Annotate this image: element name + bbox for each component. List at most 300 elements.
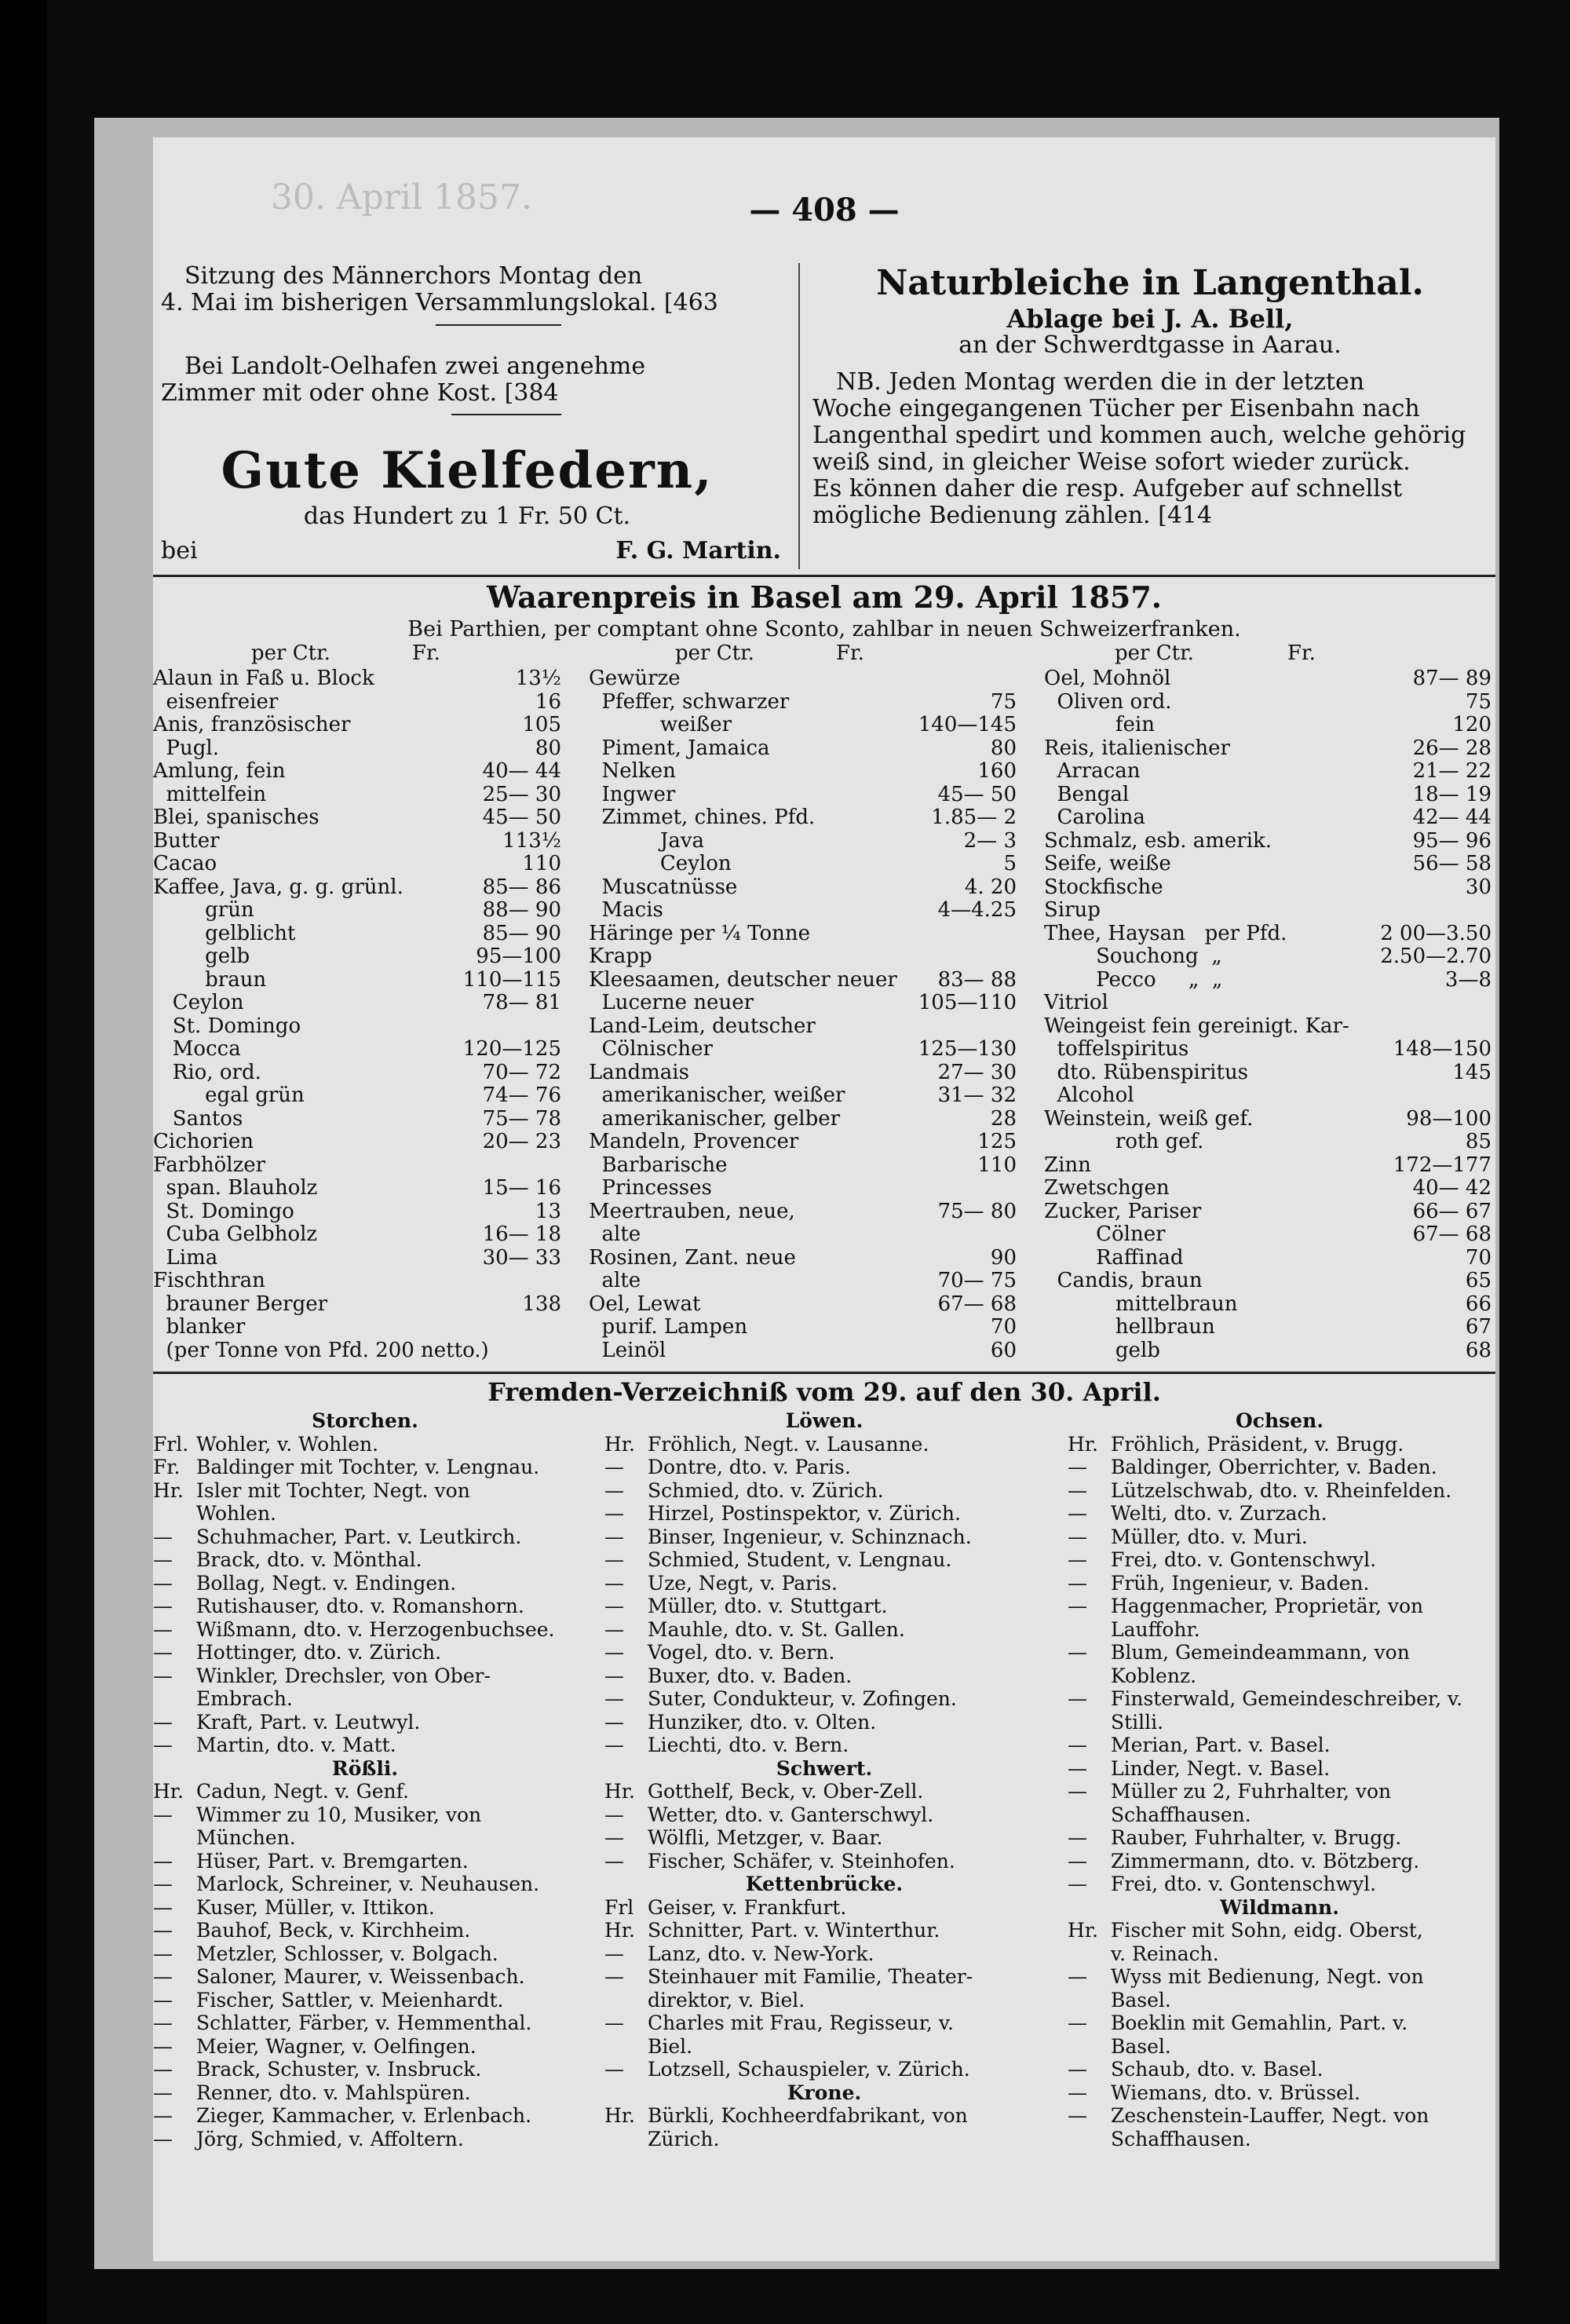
price-value: 13½ bbox=[515, 667, 561, 690]
price-row bbox=[153, 1270, 561, 1293]
price-value: 113½ bbox=[502, 828, 561, 853]
guest-prefix: — bbox=[153, 1873, 173, 1895]
price-row bbox=[153, 714, 561, 737]
ad-landolt bbox=[161, 353, 789, 407]
guest-text: Linder, Negt. v. Basel. bbox=[1111, 1756, 1331, 1780]
guest-entry bbox=[1068, 1595, 1492, 1618]
price-value: 75 bbox=[1465, 689, 1492, 714]
book-spine bbox=[0, 0, 47, 2324]
price-value: 4—4.25 bbox=[937, 898, 1017, 922]
guest-entry bbox=[1068, 2012, 1492, 2035]
price-row bbox=[589, 992, 1017, 1015]
guest-entry bbox=[604, 2128, 1044, 2151]
guest-text: Müller, dto. v. Stuttgart. bbox=[648, 1595, 888, 1617]
guest-entry bbox=[153, 2058, 577, 2081]
guest-prefix: — bbox=[1068, 1849, 1087, 1873]
commodity-name: Schmalz, esb. amerik. bbox=[1044, 828, 1272, 853]
price-row bbox=[153, 945, 561, 969]
guest-text: Müller zu 2, Fuhrhalter, von bbox=[1111, 1780, 1392, 1803]
guest-prefix: — bbox=[153, 2104, 173, 2127]
col-header-per: per Ctr. bbox=[1115, 641, 1194, 665]
price-value: 2.50—2.70 bbox=[1380, 945, 1492, 968]
guest-text: Lanz, dto. v. New-York. bbox=[648, 1942, 874, 1965]
price-row bbox=[589, 1177, 1017, 1200]
price-value: 110—115 bbox=[462, 967, 561, 992]
guest-text: Basel. bbox=[1111, 2034, 1171, 2058]
commodity-name: Piment, Jamaica bbox=[589, 736, 770, 760]
commodity-name: Landmais bbox=[589, 1060, 689, 1084]
guest-text: Hüser, Part. v. Bremgarten. bbox=[196, 1849, 469, 1873]
price-row bbox=[153, 1131, 561, 1154]
fremden-title: Fremden-Verzeichniß vom 29. auf den 30. April. bbox=[487, 1377, 1161, 1407]
price-row bbox=[1044, 853, 1492, 876]
price-row bbox=[153, 1223, 561, 1247]
commodity-name: span. Blauholz bbox=[153, 1176, 318, 1200]
col-header-fr: Fr. bbox=[412, 641, 440, 665]
guest-entry bbox=[153, 1711, 577, 1734]
price-row bbox=[589, 1200, 1017, 1224]
guest-entry bbox=[153, 1433, 577, 1456]
price-row bbox=[589, 1223, 1017, 1247]
guest-prefix: — bbox=[1068, 1595, 1087, 1617]
commodity-name: Anis, französischer bbox=[153, 713, 351, 736]
price-row bbox=[589, 691, 1017, 714]
guest-text: Koblenz. bbox=[1111, 1664, 1197, 1687]
guest-entry bbox=[153, 2104, 577, 2128]
price-row bbox=[153, 1108, 561, 1131]
commodity-name: Oel, Lewat bbox=[589, 1292, 701, 1316]
guest-prefix: — bbox=[1068, 1502, 1087, 1525]
commodity-name: purif. Lampen bbox=[589, 1315, 748, 1339]
price-row bbox=[1044, 969, 1492, 992]
guest-prefix: Hr. bbox=[153, 1780, 184, 1803]
price-row bbox=[153, 1015, 561, 1039]
commodity-name: Weingeist fein gereinigt. Kar- bbox=[1044, 1014, 1349, 1038]
guest-entry bbox=[1068, 1734, 1492, 1757]
guest-entry bbox=[153, 1942, 577, 1966]
guest-text: Gotthelf, Beck, v. Ober-Zell. bbox=[648, 1780, 924, 1803]
price-row bbox=[589, 1062, 1017, 1085]
guest-prefix: — bbox=[1068, 1756, 1087, 1780]
guest-column-2 bbox=[604, 1409, 1044, 2150]
price-value: 66 bbox=[1465, 1292, 1492, 1316]
price-value: 28 bbox=[990, 1106, 1017, 1131]
guest-text: Bollag, Negt. v. Endingen. bbox=[196, 1571, 457, 1595]
guest-entry bbox=[153, 1687, 577, 1711]
guest-text: Brack, Schuster, v. Insbruck. bbox=[196, 2058, 482, 2081]
commodity-name: brauner Berger bbox=[153, 1292, 328, 1316]
guest-entry bbox=[1068, 1780, 1492, 1803]
guest-entry bbox=[1068, 1618, 1492, 1642]
guest-entry bbox=[604, 1595, 1044, 1618]
guest-prefix: — bbox=[604, 1803, 624, 1826]
price-row bbox=[589, 923, 1017, 946]
guest-column-1 bbox=[153, 1409, 577, 2150]
guest-text: Zürich. bbox=[648, 2127, 720, 2150]
guest-entry bbox=[1068, 1433, 1492, 1456]
price-value: 3—8 bbox=[1444, 967, 1492, 992]
hotel-heading: Krone. bbox=[787, 2081, 862, 2104]
price-row bbox=[153, 1316, 561, 1339]
prices-title: Waarenpreis in Basel am 29. April 1857. bbox=[486, 579, 1163, 615]
guest-entry bbox=[604, 1965, 1044, 1989]
price-row bbox=[153, 1084, 561, 1108]
guest-text: Bauhof, Beck, v. Kirchheim. bbox=[196, 1919, 471, 1942]
guest-text: Liechti, dto. v. Bern. bbox=[648, 1734, 849, 1756]
guest-prefix: — bbox=[153, 1965, 173, 1988]
guest-text: Brack, dto. v. Mönthal. bbox=[196, 1548, 422, 1571]
commodity-name: eisenfreier bbox=[153, 689, 279, 714]
guest-entry bbox=[153, 1826, 577, 1850]
price-row bbox=[589, 667, 1017, 691]
guest-text: Renner, dto. v. Mahlspüren. bbox=[196, 2081, 471, 2104]
price-row bbox=[589, 760, 1017, 784]
guest-entry bbox=[1068, 2104, 1492, 2128]
guest-text: Meier, Wagner, v. Oelfingen. bbox=[196, 2034, 476, 2058]
commodity-name: Fischthran bbox=[153, 1269, 265, 1292]
guest-entry bbox=[604, 1711, 1044, 1734]
col-header-per: per Ctr. bbox=[251, 641, 330, 665]
price-column-1 bbox=[153, 667, 561, 1362]
guest-text: Buxer, dto. v. Baden. bbox=[648, 1664, 853, 1687]
guest-text: Rauber, Fuhrhalter, v. Brugg. bbox=[1111, 1826, 1402, 1849]
price-value: 87— 89 bbox=[1412, 667, 1492, 690]
commodity-name: Häringe per ¼ Tonne bbox=[589, 921, 811, 945]
price-value: 16 bbox=[535, 689, 561, 714]
commodity-name: Macis bbox=[589, 898, 663, 922]
commodity-name: Cacao bbox=[153, 852, 217, 875]
guest-entry bbox=[153, 1641, 577, 1664]
commodity-name: Raffinad bbox=[1044, 1245, 1184, 1270]
guest-text: Steinhauer mit Familie, Theater- bbox=[648, 1965, 973, 1988]
commodity-name: Zinn bbox=[1044, 1153, 1091, 1177]
guest-text: Frei, dto. v. Gontenschwyl. bbox=[1111, 1548, 1377, 1571]
price-value: 85 bbox=[1465, 1130, 1492, 1153]
price-row bbox=[589, 945, 1017, 969]
price-value: 60 bbox=[990, 1338, 1017, 1362]
price-row bbox=[1044, 876, 1492, 900]
commodity-name: Ingwer bbox=[589, 782, 676, 806]
price-value: 148—150 bbox=[1393, 1037, 1492, 1061]
guest-prefix: — bbox=[1068, 1826, 1087, 1849]
price-row bbox=[1044, 1247, 1492, 1270]
guest-text: Lützelschwab, dto. v. Rheinfelden. bbox=[1111, 1478, 1452, 1502]
price-row bbox=[1044, 1223, 1492, 1247]
price-row bbox=[1044, 667, 1492, 691]
price-row bbox=[1044, 1015, 1492, 1039]
commodity-name: gelb bbox=[1044, 1338, 1160, 1362]
hotel-heading: Rößli. bbox=[331, 1756, 399, 1780]
body-line: Langenthal spedirt und kommen auch, welche gehörig bbox=[812, 422, 1466, 449]
guest-entry bbox=[153, 1664, 577, 1688]
hotel-heading: Schwert. bbox=[776, 1756, 873, 1780]
price-row bbox=[1044, 1339, 1492, 1363]
guest-prefix: — bbox=[1068, 1548, 1087, 1571]
price-row bbox=[1044, 1177, 1492, 1200]
commodity-name: Rosinen, Zant. neue bbox=[589, 1245, 796, 1270]
guest-text: Lauffohr. bbox=[1111, 1617, 1200, 1641]
price-row bbox=[1044, 899, 1492, 923]
price-row bbox=[589, 853, 1017, 876]
guest-text: Isler mit Tochter, Negt. von bbox=[196, 1478, 470, 1502]
guest-text: Wölfli, Metzger, v. Baar. bbox=[648, 1826, 883, 1849]
price-value: 98—100 bbox=[1406, 1106, 1492, 1131]
price-value: 90 bbox=[990, 1245, 1017, 1270]
commodity-name: Seife, weiße bbox=[1044, 852, 1171, 875]
guest-prefix: — bbox=[1068, 1525, 1087, 1548]
price-row bbox=[1044, 1038, 1492, 1062]
price-value: 16— 18 bbox=[482, 1222, 561, 1246]
price-value: 83— 88 bbox=[937, 967, 1017, 992]
guest-text: Geiser, v. Frankfurt. bbox=[648, 1895, 847, 1919]
price-row bbox=[153, 806, 561, 830]
guest-text: München. bbox=[196, 1826, 296, 1849]
guest-text: Wetter, dto. v. Ganterschwyl. bbox=[648, 1803, 934, 1826]
price-row bbox=[153, 1339, 561, 1363]
commodity-name: gelblicht bbox=[153, 921, 296, 945]
guest-entry bbox=[1068, 1641, 1492, 1664]
commodity-name: Stockfische bbox=[1044, 875, 1163, 899]
commodity-name: braun bbox=[153, 967, 267, 992]
commodity-name: Arracan bbox=[1044, 759, 1141, 783]
commodity-name: Candis, braun bbox=[1044, 1269, 1203, 1292]
commodity-name: Lucerne neuer bbox=[589, 991, 754, 1014]
commodity-name: Zucker, Pariser bbox=[1044, 1199, 1202, 1223]
guest-prefix: — bbox=[1068, 1456, 1087, 1478]
guest-text: Rutishauser, dto. v. Romanshorn. bbox=[196, 1595, 524, 1617]
commodity-name: mittelbraun bbox=[1044, 1292, 1238, 1316]
price-row bbox=[589, 1293, 1017, 1317]
guest-text: Baldinger mit Tochter, v. Lengnau. bbox=[196, 1456, 540, 1478]
commodity-name: Oel, Mohnöl bbox=[1044, 667, 1171, 690]
guest-text: Blum, Gemeindeammann, von bbox=[1111, 1641, 1410, 1664]
naturbleiche-title: Naturbleiche in Langenthal. bbox=[876, 263, 1424, 303]
guest-text: Zieger, Kammacher, v. Erlenbach. bbox=[196, 2104, 532, 2127]
guest-prefix: — bbox=[1068, 2012, 1087, 2034]
price-value: 140—145 bbox=[918, 713, 1017, 736]
guest-entry bbox=[1068, 1502, 1492, 1526]
price-row bbox=[153, 1062, 561, 1085]
price-value: 30— 33 bbox=[482, 1245, 561, 1270]
price-value: 5 bbox=[1003, 852, 1017, 875]
guest-prefix: — bbox=[604, 1826, 624, 1849]
commodity-name: dto. Rübenspiritus bbox=[1044, 1060, 1249, 1084]
guest-prefix: — bbox=[604, 1478, 624, 1502]
guest-text: Charles mit Frau, Regisseur, v. bbox=[648, 2012, 954, 2034]
prices-subtitle: Bei Parthien, per comptant ohne Sconto, zahlbar in neuen Schweizerfranken. bbox=[407, 617, 1241, 641]
hotel-heading: Ochsen. bbox=[1235, 1409, 1324, 1432]
price-value: 80 bbox=[535, 736, 561, 760]
commodity-name: Weinstein, weiß gef. bbox=[1044, 1106, 1254, 1131]
section-rule bbox=[153, 575, 1495, 577]
price-row bbox=[153, 1293, 561, 1317]
price-value: 30 bbox=[1465, 875, 1492, 899]
guest-entry bbox=[1068, 1989, 1492, 2012]
guest-entry bbox=[1068, 1942, 1492, 1966]
divider bbox=[436, 324, 561, 326]
guest-text: Haggenmacher, Proprietär, von bbox=[1111, 1595, 1424, 1617]
naturbleiche-sub: Ablage bei J. A. Bell, bbox=[1006, 304, 1294, 334]
guest-prefix: — bbox=[604, 1664, 624, 1687]
price-row bbox=[153, 899, 561, 923]
commodity-name: Nelken bbox=[589, 759, 676, 783]
commodity-name: Amlung, fein bbox=[153, 759, 286, 783]
guest-prefix: — bbox=[153, 1710, 173, 1734]
guest-prefix: Hr. bbox=[604, 1780, 635, 1803]
price-row bbox=[589, 899, 1017, 923]
price-row bbox=[1044, 760, 1492, 784]
guest-prefix: — bbox=[153, 1942, 173, 1965]
commodity-name: Farbhölzer bbox=[153, 1153, 266, 1177]
price-row bbox=[589, 830, 1017, 853]
guest-prefix: — bbox=[153, 1595, 173, 1617]
price-value: 125—130 bbox=[918, 1037, 1017, 1061]
guest-text: Hottinger, dto. v. Zürich. bbox=[196, 1641, 442, 1664]
ad-line: Bei Landolt-Oelhafen zwei angenehme bbox=[184, 353, 646, 380]
body-line: Es können daher die resp. Aufgeber auf schnellst bbox=[812, 475, 1403, 502]
commodity-name: St. Domingo bbox=[153, 1014, 301, 1038]
guest-entry bbox=[153, 1502, 577, 1526]
price-row bbox=[589, 876, 1017, 900]
price-value: 88— 90 bbox=[482, 898, 561, 922]
faded-header: 30. April 1857. bbox=[271, 177, 533, 217]
guest-prefix: — bbox=[153, 1895, 173, 1919]
commodity-name: Alcohol bbox=[1044, 1083, 1134, 1107]
price-row bbox=[153, 667, 561, 691]
price-row bbox=[153, 760, 561, 784]
guest-prefix: — bbox=[1068, 1478, 1087, 1502]
commodity-name: Alaun in Faß u. Block bbox=[153, 667, 374, 690]
price-row bbox=[153, 1154, 561, 1178]
commodity-name: Blei, spanisches bbox=[153, 806, 319, 829]
price-value: 65 bbox=[1465, 1269, 1492, 1292]
price-value: 85— 90 bbox=[482, 921, 561, 945]
ad-maennerchor bbox=[161, 263, 789, 316]
guest-prefix: — bbox=[604, 1571, 624, 1595]
price-value: 56— 58 bbox=[1412, 852, 1492, 875]
price-value: 70 bbox=[1465, 1245, 1492, 1270]
price-row bbox=[153, 853, 561, 876]
commodity-name: weißer bbox=[589, 713, 732, 736]
guest-prefix: — bbox=[153, 2081, 173, 2104]
price-row bbox=[589, 1038, 1017, 1062]
price-row bbox=[1044, 714, 1492, 737]
price-row bbox=[1044, 1270, 1492, 1293]
guest-entry bbox=[604, 2012, 1044, 2035]
guest-entry bbox=[1068, 1548, 1492, 1572]
price-row bbox=[1044, 737, 1492, 761]
guest-entry bbox=[1068, 1919, 1492, 1942]
price-value: 120—125 bbox=[462, 1037, 561, 1061]
commodity-name: Pfeffer, schwarzer bbox=[589, 689, 790, 714]
guest-entry bbox=[604, 2058, 1044, 2081]
guest-prefix: — bbox=[604, 1734, 624, 1756]
price-value: 95—100 bbox=[476, 945, 561, 968]
price-value: 110 bbox=[977, 1153, 1017, 1177]
price-value: 42— 44 bbox=[1412, 806, 1492, 829]
guest-prefix: — bbox=[1068, 1780, 1087, 1803]
guest-entry bbox=[1068, 2081, 1492, 2105]
guest-prefix: — bbox=[604, 1595, 624, 1617]
guest-prefix: — bbox=[153, 1548, 173, 1571]
price-row bbox=[1044, 830, 1492, 853]
commodity-name: Zimmet, chines. Pfd. bbox=[589, 806, 816, 829]
guest-text: Hirzel, Postinspektor, v. Zürich. bbox=[648, 1502, 961, 1525]
guest-text: Wohlen. bbox=[196, 1502, 276, 1525]
guest-text: Boeklin mit Gemahlin, Part. v. bbox=[1111, 2012, 1408, 2034]
commodity-name: alte bbox=[589, 1222, 641, 1246]
guest-text: Wyss mit Bedienung, Negt. von bbox=[1111, 1965, 1424, 1988]
col-header-per: per Ctr. bbox=[675, 641, 754, 665]
guest-prefix: — bbox=[1068, 1965, 1087, 1988]
guest-entry bbox=[1068, 2035, 1492, 2059]
price-value: 67 bbox=[1465, 1315, 1492, 1339]
guest-entry bbox=[604, 1919, 1044, 1942]
commodity-name: Cichorien bbox=[153, 1130, 254, 1153]
price-row bbox=[589, 1015, 1017, 1039]
commodity-name: toffelspiritus bbox=[1044, 1037, 1189, 1061]
naturbleiche-body bbox=[812, 369, 1488, 529]
price-value: 40— 44 bbox=[482, 759, 561, 783]
guest-text: Früh, Ingenieur, v. Baden. bbox=[1111, 1571, 1370, 1595]
price-value: 85— 86 bbox=[482, 875, 561, 899]
guest-text: Uze, Negt, v. Paris. bbox=[648, 1571, 838, 1595]
price-row bbox=[1044, 1108, 1492, 1131]
price-value: 160 bbox=[977, 759, 1017, 783]
guest-prefix: Hr. bbox=[1068, 1432, 1098, 1456]
commodity-name: Barbarische bbox=[589, 1153, 728, 1177]
commodity-name: Land-Leim, deutscher bbox=[589, 1014, 816, 1038]
guest-entry bbox=[604, 1780, 1044, 1803]
price-value: 45— 50 bbox=[482, 806, 561, 829]
guest-entry bbox=[604, 1734, 1044, 1757]
price-row bbox=[153, 969, 561, 992]
guest-prefix: — bbox=[604, 1687, 624, 1710]
guest-text: Fröhlich, Präsident, v. Brugg. bbox=[1111, 1432, 1404, 1456]
guest-text: Schuhmacher, Part. v. Leutkirch. bbox=[196, 1525, 522, 1548]
guest-text: Kuser, Müller, v. Ittikon. bbox=[196, 1895, 435, 1919]
guest-text: Finsterwald, Gemeindeschreiber, v. bbox=[1111, 1687, 1463, 1710]
col-header-fr: Fr. bbox=[836, 641, 864, 665]
guest-prefix: — bbox=[153, 1664, 173, 1687]
ad-kielfedern bbox=[153, 441, 781, 530]
guest-prefix: — bbox=[1068, 1641, 1087, 1664]
guest-text: Fischer, Sattler, v. Meienhardt. bbox=[196, 1988, 504, 2012]
price-row bbox=[153, 1247, 561, 1270]
guest-text: Fischer, Schäfer, v. Steinhofen. bbox=[648, 1849, 955, 1873]
price-value: 25— 30 bbox=[482, 782, 561, 806]
guest-entry bbox=[604, 1826, 1044, 1850]
guest-prefix: Frl. bbox=[153, 1432, 189, 1456]
guest-text: Dontre, dto. v. Paris. bbox=[648, 1456, 851, 1478]
guest-text: Embrach. bbox=[196, 1687, 293, 1710]
price-value: 75— 80 bbox=[937, 1199, 1017, 1223]
commodity-name: Ceylon bbox=[153, 991, 244, 1014]
price-value: 78— 81 bbox=[482, 991, 561, 1014]
guest-entry bbox=[153, 1479, 577, 1503]
commodity-name: amerikanischer, weißer bbox=[589, 1083, 845, 1107]
guest-text: Wohler, v. Wohlen. bbox=[196, 1432, 379, 1456]
price-row bbox=[1044, 1084, 1492, 1108]
price-value: 2 00—3.50 bbox=[1380, 921, 1492, 945]
price-value: 1.85— 2 bbox=[931, 806, 1017, 829]
guest-text: Marlock, Schreiner, v. Neuhausen. bbox=[196, 1873, 540, 1895]
commodity-name: Ceylon bbox=[589, 852, 732, 875]
price-row bbox=[153, 1038, 561, 1062]
guest-prefix: — bbox=[604, 1502, 624, 1525]
guest-entry bbox=[1068, 1873, 1492, 1896]
commodity-name: Gewürze bbox=[589, 667, 681, 690]
